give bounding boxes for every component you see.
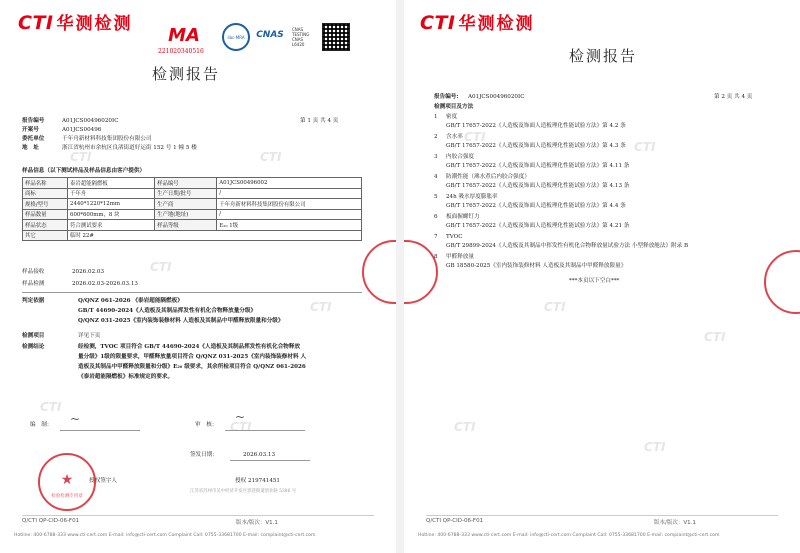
report-no-label: 报告编号	[22, 118, 45, 124]
standard-label: 判定依据	[22, 298, 45, 304]
list-item: 6 板面握螺钉力 GB/T 17657-2022《人造板及饰面人造板理化性能试验方法》第 4.21 条	[434, 214, 630, 229]
hotline-bar: Hotline: 400-6788-333 www.cti-cert.com E-mail: info@cti-cert.com Complaint Call: 0755-33681700 E-mail: complaint@cti-cert.com	[418, 533, 720, 538]
cti-logo: CTI 华测检测	[18, 12, 133, 34]
report-no: A01JCS00496020IC	[62, 118, 119, 124]
seam-stamp	[404, 240, 438, 304]
list-item: 3 内胶合强度 GB/T 17657-2022《人造板及饰面人造板理化性能试验方法》第 4.11 条	[434, 154, 630, 169]
sample-section-title: 样品信息（以下测试样品及样品信息由客户提供）	[22, 168, 146, 174]
cti-logo: CTI 华测检测	[420, 12, 535, 34]
qr-code	[322, 23, 350, 51]
test-item-list	[434, 114, 774, 274]
list-item: 7 TVOC GB/T 29899-2024《人造板及其制品中挥发性有机化合物释放量试验方法 小型释放舱法》附录 B	[434, 234, 689, 249]
test-date: 2026.02.03-2026.03.13	[72, 281, 138, 287]
table-row: 样品数量 600*600mm，8 块 生产地(地址) /	[23, 209, 362, 220]
watermark: CTI	[230, 420, 252, 434]
star-icon: ★	[60, 472, 74, 488]
reviewed-label: 审 核：	[195, 422, 218, 428]
approve-date: 2026.03.13	[243, 452, 276, 458]
conclusion-line: 经检测，TVOC 项目符合 GB/T 44690-2024《人造板及其制品挥发性有机化合物释放	[78, 344, 301, 350]
table-row: 规格/型号 2440*1220*12mm 生产商 千年舟新材料科技集团股份有限公司	[23, 199, 362, 210]
date-line	[230, 460, 310, 461]
watermark: CTI	[40, 400, 62, 414]
client: 千年舟新材料科技集团股份有限公司	[62, 136, 152, 142]
table-row: 商标 千年舟 生产日期/批号 /	[23, 188, 362, 199]
table-row: 其它 临时 22#	[23, 230, 362, 241]
version: 版本/版次：V1.1	[236, 520, 278, 526]
conclusion-line: 量分级》1级的限量要求，甲醛释放量项目符合 Q/QNZ 031-2025《室内装饰装修材料 人	[78, 354, 307, 360]
watermark: CTI	[704, 330, 726, 344]
list-item: 4 防潮性能（沸水煮后内胶合强度） GB/T 17657-2022《人造板及饰面人造板理化性能试验方法》第 4.13 条	[434, 174, 630, 189]
table-row: 样品状态 符合测试要求 样品等级 E₂₀ 1级	[23, 220, 362, 231]
page-indicator: 第 1 页 共 4 页	[300, 118, 339, 124]
cma-number: 221020340516	[158, 48, 204, 55]
approve-date-label: 签发日期：	[190, 452, 218, 458]
standard-item: Q/QNZ 061-2026 《泰岩超能隔燃板》	[78, 298, 183, 304]
divider	[22, 292, 362, 293]
address: 浙江省杭州市余杭区良渚街道好运街 152 号 1 幢 5 楼	[62, 145, 197, 151]
report-no-label: 报告编号:	[434, 94, 459, 100]
job-no-label: 开案号	[22, 127, 39, 133]
prepared-signature: ~	[70, 412, 81, 426]
form-number: Q/CTI QP-CID-06-F01	[22, 518, 80, 524]
page-gap	[396, 0, 404, 553]
watermark: CTI	[150, 260, 172, 274]
watermark: CTI	[260, 150, 282, 164]
sample-info-table	[22, 177, 362, 241]
signature-line	[225, 430, 305, 431]
cnas-text: CNAS TESTING CNAS L6420	[292, 27, 310, 47]
list-item: 5 24h 吸水厚度膨胀率 GB/T 17657-2022《人造板及饰面人造板理化性能试验方法》第 4.4 条	[434, 194, 626, 209]
sign-footer: 授权 219741451	[235, 478, 280, 484]
list-item: 1 密度 GB/T 17657-2022《人造板及饰面人造板理化性能试验方法》第 4.2 条	[434, 114, 626, 129]
footer-divider	[426, 515, 778, 516]
cnas-logo: CNAS	[256, 30, 284, 40]
receive-label: 样品接收	[22, 269, 45, 275]
reviewed-signature: ~	[235, 410, 246, 424]
list-item: 2 含水率 GB/T 17657-2022《人造板及饰面人造板理化性能试验方法》第 4.3 条	[434, 134, 626, 149]
signature-line	[60, 430, 140, 431]
watermark: CTI	[464, 130, 486, 144]
test-item-label: 检测项目	[22, 333, 45, 339]
watermark: CTI	[454, 420, 476, 434]
conclusion-line: 造板及其制品中甲醛释放限量和分级》E₂₀ 级要求，其余所检项目符合 Q/QNZ 061-2026	[78, 364, 306, 370]
prepared-label: 编 制：	[30, 422, 53, 428]
test-item: 详见下页	[78, 333, 101, 339]
page-title: 检测报告	[569, 47, 638, 65]
test-label: 样品检测	[22, 281, 45, 287]
watermark: CTI	[644, 440, 666, 454]
seam-stamp	[362, 240, 396, 304]
standard-item: Q/QNZ 031-2025《室内装饰装修材料 人造板及其制品中甲醛释放限量和分级》	[78, 318, 284, 324]
watermark: CTI	[634, 140, 656, 154]
watermark: CTI	[310, 300, 332, 314]
cma-logo: MA	[168, 24, 200, 46]
report-no: A01JCS00496020IC	[468, 94, 525, 100]
ilac-mra-logo: ilac-MRA	[222, 23, 250, 51]
address-label: 地 址	[22, 145, 39, 151]
section-title: 检测项目及方法	[434, 104, 474, 110]
list-item: 8 甲醛释放量 GB 18580-2025《室内装饰装修材料 人造板及其制品中甲醛释放限量》	[434, 254, 627, 269]
hotline-bar: Hotline: 400-6788-333 www.cti-cert.com E-mail: info@cti-cert.com Complaint Call: 0755-33681700 E-mail: complaint@cti-cert.com	[14, 533, 316, 538]
watermark: CTI	[544, 300, 566, 314]
version: 版本/版次：V1.1	[654, 520, 696, 526]
watermark: CTI	[70, 150, 92, 164]
table-row: 样品名称 泰岩超能隔燃板 样品编号 A01JCS00496002	[23, 178, 362, 189]
client-label: 委托单位	[22, 136, 45, 142]
receive-date: 2026.02.03	[72, 269, 105, 275]
job-no: A01JCS00496	[62, 127, 102, 133]
page-title: 检测报告	[152, 65, 221, 83]
end-note: ***本页以下空白***	[569, 278, 620, 284]
official-stamp	[38, 453, 96, 511]
report-page-2	[404, 0, 800, 553]
form-number: Q/CTI QP-CID-06-F01	[426, 518, 484, 524]
report-page-1	[0, 0, 396, 553]
conclusion-label: 检测结论	[22, 344, 45, 350]
approver-label: 授权签字人	[89, 478, 117, 484]
conclusion-line: 《泰岩超能隔燃板》标准规定的要求。	[78, 374, 174, 380]
lab-address: 江苏省苏州市吴中经济开发区郭巷街道创业路 5386 号	[190, 489, 297, 494]
stamp-text: 检验检测专用章	[51, 494, 83, 499]
page-indicator: 第 2 页 共 4 页	[714, 94, 753, 100]
footer-divider	[22, 515, 374, 516]
standard-item: GB/T 44690-2024《人造板及其制品挥发性有机化合物释放量分级》	[78, 308, 257, 314]
